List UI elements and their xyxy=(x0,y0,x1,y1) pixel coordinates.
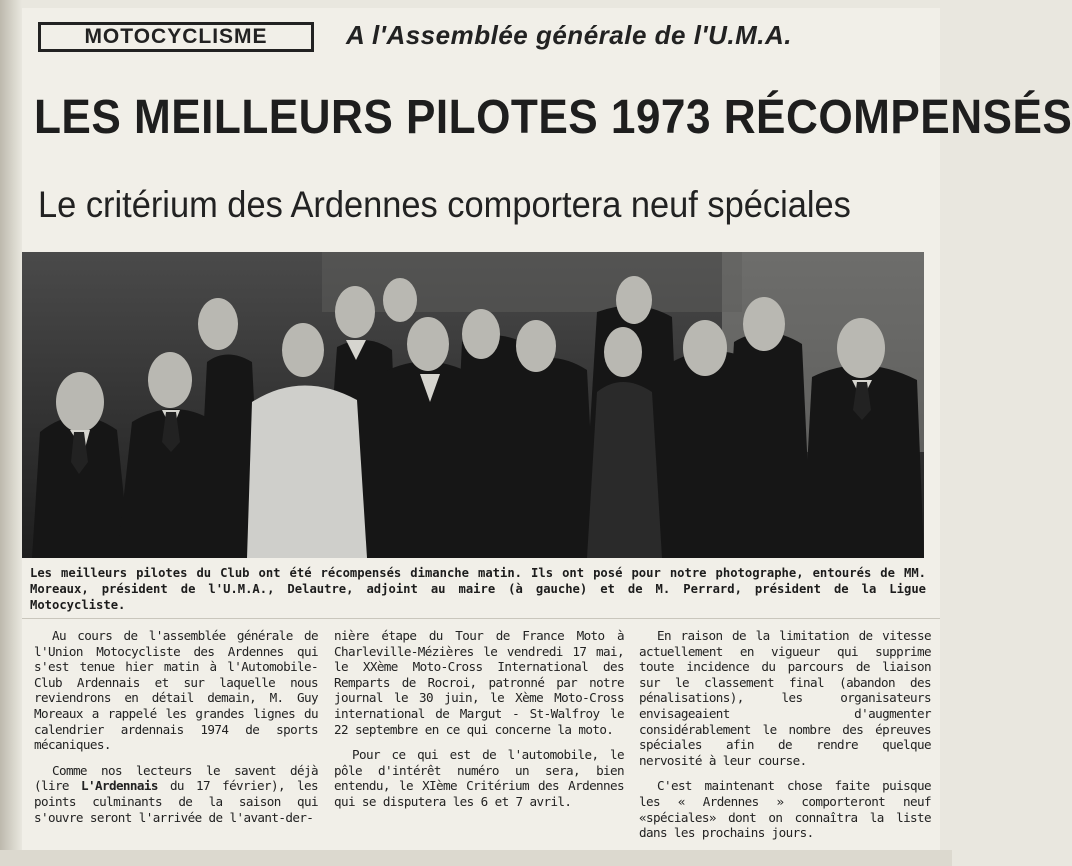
paragraph: Pour ce qui est de l'automobile, le pôle d'intérêt numéro un sera, bien entendu, le XIème Critérium des Ardennes qui se disputera les 6 et 7 avril. xyxy=(334,747,624,809)
adjacent-page-edge xyxy=(0,0,22,866)
section-rubric: MOTOCYCLISME xyxy=(38,22,314,52)
newspaper-clipping xyxy=(22,8,1072,858)
article-column-1 xyxy=(34,628,318,835)
caption-divider xyxy=(22,618,940,619)
subheadline: Le critérium des Ardennes comportera neuf spéciales xyxy=(38,184,851,225)
paragraph-text: du 17 février), les points culminants de la saison qui s'ouvre seront l'arrivée de l'avant-der- xyxy=(34,778,318,825)
photo-caption: Les meilleurs pilotes du Club ont été récompensés dimanche matin. Ils ont posé pour notre photographe, entourés de MM. Moreaux, président de l'U.M.A., Delautre, adjoint au maire (à gauche) et de M. Perrard, président de la Ligue Motocycliste. xyxy=(30,566,926,612)
group-photo xyxy=(22,252,924,558)
paragraph-text: Comme nos lecteurs le savent déjà (lire xyxy=(34,762,318,794)
paragraph xyxy=(34,763,318,825)
page-background-edge xyxy=(0,850,952,866)
group-photo-image xyxy=(22,252,924,558)
headline: LES MEILLEURS PILOTES 1973 RÉCOMPENSÉS xyxy=(34,91,1072,144)
paragraph: En raison de la limitation de vitesse actuellement en vigueur qui supprime toute incidence du parcours de liaison sur le classement final (abandon des pénalisations), les organisateurs envisageaient d'augmenter considérablement le nombre des épreuves spéciales afin de rendre quelque nervosité à leur course. xyxy=(639,628,931,768)
kicker: A l'Assemblée générale de l'U.M.A. xyxy=(346,20,792,50)
paragraph: C'est maintenant chose faite puisque les « Ardennes » comporteront neuf «spéciales» dont on connaîtra la liste dans les prochains jours. xyxy=(639,778,931,841)
paragraph: nière étape du Tour de France Moto à Charleville-Mézières le vendredi 17 mai, le XXème Moto-Cross International des Remparts de Rocroi, patronné par notre journal le 30 juin, le Xème Moto-Cross international de Margut - St-Walfroy le 22 septembre en ce qui concerne la moto. xyxy=(334,628,624,737)
article-column-3 xyxy=(639,628,931,851)
article-column-2 xyxy=(334,628,624,820)
paragraph: Au cours de l'assemblée générale de l'Union Motocycliste des Ardennes qui s'est tenue hier matin à l'Automobile-Club Ardennais et sur laquelle nous reviendrons en détail demain, M. Guy Moreaux a rappelé les grandes lignes du calendrier ardennais 1974 de sports mécaniques. xyxy=(34,628,318,753)
newspaper-name: L'Ardennais xyxy=(81,778,158,794)
